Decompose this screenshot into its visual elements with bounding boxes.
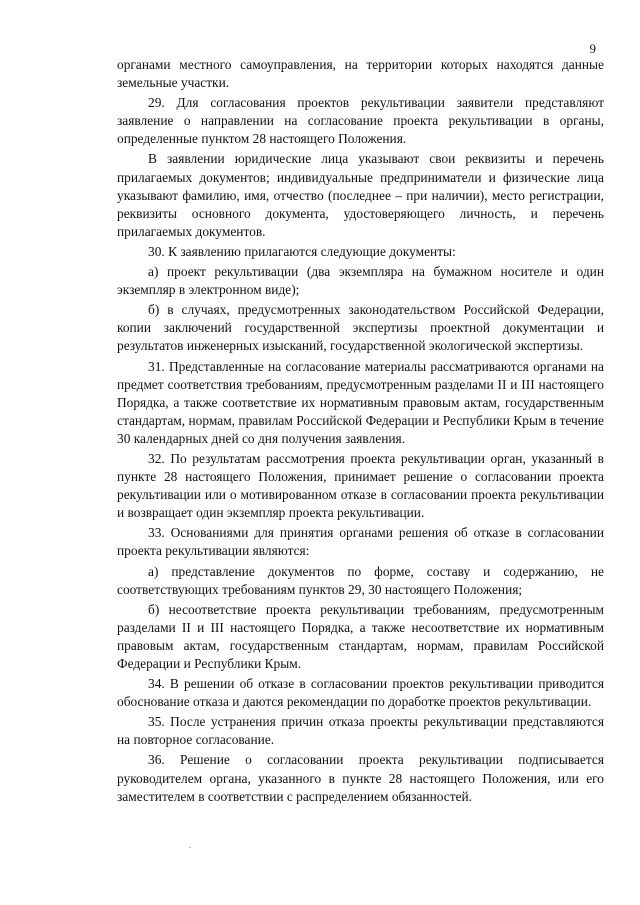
paragraph-30-item-a: а) проект рекультивации (два экземпляра на бумажном носителе и один экземпляр в электронном виде); <box>117 264 604 298</box>
paragraph-36: 36. Решение о согласовании проекта рекультивации подписывается руководителем органа, указанного в пункте 28 настоящего Положения, или его заместителем в соответствии с распределением обязанностей. <box>117 752 604 804</box>
paragraph-33-item-a: а) представление документов по форме, составу и содержанию, не соответствующих требованиям пунктов 29, 30 настоящего Положения; <box>117 563 604 597</box>
page-number: 9 <box>589 41 596 56</box>
document-body <box>117 56 604 806</box>
paragraph-33: 33. Основаниями для принятия органами решения об отказе в согласовании проекта рекультивации являются: <box>117 525 604 559</box>
paragraph-30: 30. К заявлению прилагаются следующие документы: <box>148 243 456 259</box>
paragraph-34: 34. В решении об отказе в согласовании проектов рекультивации приводится обоснование отказа и даются рекомендации по доработке проектов рекультивации. <box>117 676 604 710</box>
paragraph-32: 32. По результатам рассмотрения проекта рекультивации орган, указанный в пункте 28 настоящего Положения, принимает решение о согласовании проекта рекультивации или о мотивированном отказе в согласовании проекта рекультивации и возвращает один экземпляр проекта рекультивации. <box>117 450 604 521</box>
paragraph-continuation: органами местного самоуправления, на территории которых находятся данные земельные участки. <box>117 57 604 91</box>
paragraph-35: 35. После устранения причин отказа проекты рекультивации представляются на повторное согласование. <box>117 714 604 748</box>
paragraph-33-item-b: б) несоответствие проекта рекультивации требованиям, предусмотренным разделами II и III настоящего Порядка, а также несоответствие их нормативным правовым актам, государственным стандартам, нормам, правилам Российской Федерации и Республики Крым. <box>117 601 604 671</box>
paragraph-29-application-details: В заявлении юридические лица указывают свои реквизиты и перечень прилагаемых документов; индивидуальные предприниматели и физические лица указывают фамилию, имя, отчество (последнее – при наличии), место регистрации, реквизиты основного документа, удостоверяющего личность, и перечень прилагаемых документов. <box>117 151 604 239</box>
scan-speck <box>189 847 191 848</box>
paragraph-30-item-b: б) в случаях, предусмотренных законодательством Российской Федерации, копии заключений государственной экспертизы проектной документации и результатов инженерных изысканий, государственной экологической экспертизы. <box>117 302 604 354</box>
paragraph-29: 29. Для согласования проектов рекультивации заявители представляют заявление о направлении на согласование проекта рекультивации в органы, определенные пунктом 28 настоящего Положения. <box>117 95 604 147</box>
paragraph-31: 31. Представленные на согласование материалы рассматриваются органами на предмет соответствия требованиям, предусмотренным разделами II и III настоящего Порядка, а также соответствие их нормативным правовым актам, государственным стандартам, нормам, правилам Российской Федерации и Республики Крым в течение 30 календарных дней со дня получения заявления. <box>117 358 604 446</box>
